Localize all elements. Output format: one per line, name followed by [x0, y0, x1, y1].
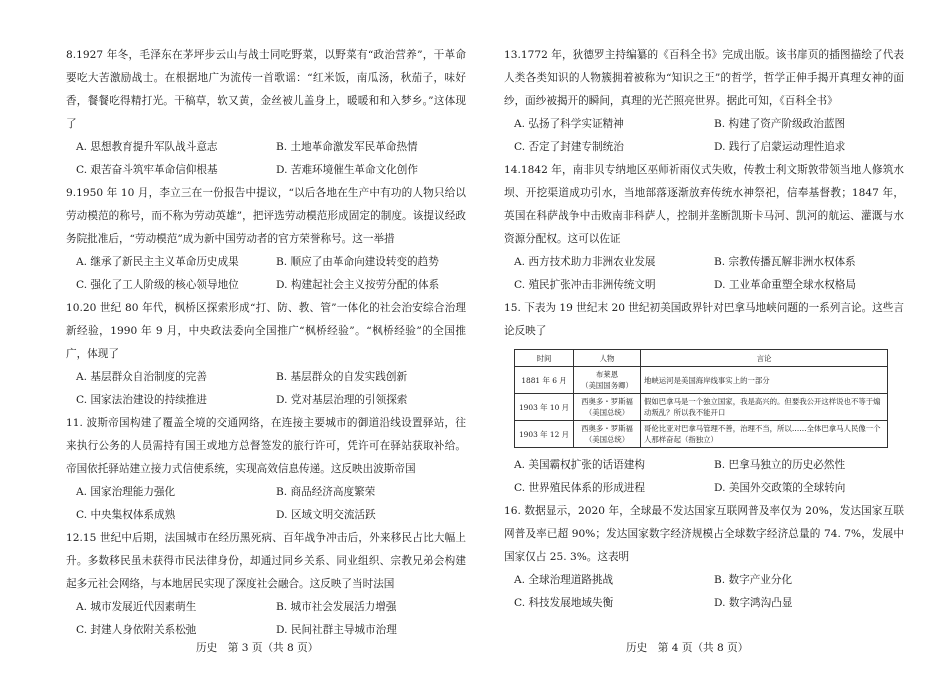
answer-option: C. 中央集权体系成熟 — [76, 509, 176, 521]
column-divider — [477, 40, 478, 650]
answer-option: A. 思想教育提升军队战斗意志 — [76, 141, 218, 153]
quote-table — [514, 349, 888, 448]
question-block — [66, 44, 466, 182]
table-cell-speech: 地峡运河是美国海岸线事实上的一部分 — [641, 367, 888, 394]
answer-option: C. 国家法治建设的持续推进 — [76, 394, 207, 406]
answer-option: B. 城市社会发展活力增强 — [276, 601, 397, 613]
answer-options — [66, 366, 466, 412]
answer-option: B. 宗教传播瓦解非洲水权体系 — [714, 256, 856, 268]
answer-option: C. 艰苦奋斗筑牢革命信仰根基 — [76, 164, 218, 176]
question-block — [66, 297, 466, 412]
answer-option: B. 数字产业分化 — [714, 574, 793, 586]
answer-option: B. 构建了资产阶级政治蓝图 — [714, 118, 846, 130]
question-stem: 14.1842 年，南非贝专纳地区巫师祈雨仪式失败，传教士利文斯敦带领当地人修筑水坝、开挖渠道成功引水，当地部落逐渐放弃传统水神祭祀，信奉基督教；1847 年，英国在科萨战争中击败南非科萨人，控制并垄断凯斯卡马河、凯河的航运、灌溉与水资源分配权。这可以佐证 — [504, 164, 904, 245]
table-cell-person: 西奥多・罗斯福 （美国总统） — [574, 394, 641, 421]
table-cell-person: 西奥多・罗斯福 （美国总统） — [574, 421, 641, 448]
question-stem: 13.1772 年，狄德罗主持编纂的《百科全书》完成出版。该书扉页的插图描绘了代表人类各类知识的人物簇拥着被称为“知识之王”的哲学，哲学正伸手揭开真理女神的面纱，面纱被揭开的瞬间，真理的光芒照亮世界。据此可知，《百科全书》 — [504, 49, 904, 107]
question-block — [504, 297, 904, 500]
table-row — [515, 421, 888, 448]
table-cell-time: 1903 年 10 月 — [515, 394, 574, 421]
answer-option: D. 工业革命重塑全球水权格局 — [714, 279, 856, 291]
answer-option: A. 继承了新民主主义革命历史成果 — [76, 256, 239, 268]
answer-option: D. 践行了启蒙运动理性追求 — [714, 141, 846, 153]
answer-option: C. 科技发展地域失衡 — [514, 597, 614, 609]
answer-option: C. 否定了封建专制统治 — [514, 141, 624, 153]
answer-options — [504, 113, 904, 159]
answer-option: C. 封建人身依附关系松弛 — [76, 624, 197, 636]
question-block — [504, 500, 904, 615]
answer-option: A. 西方技术助力非洲农业发展 — [514, 256, 656, 268]
answer-option: B. 商品经济高度繁荣 — [276, 486, 376, 498]
table-header-cell: 时间 — [515, 350, 574, 367]
question-block — [504, 159, 904, 297]
table-cell-person: 布莱恩 （美国国务卿） — [574, 367, 641, 394]
answer-option: C. 殖民扩张冲击非洲传统文明 — [514, 279, 656, 291]
question-stem: 16. 数据显示，2020 年，全球最不发达国家互联网普及率仅为 20%，发达国家互联网普及率已超 90%；发达国家数字经济规模占全球数字经济总量的 74. 7%，发展中国家仅占 25. 3%。这表明 — [504, 505, 904, 563]
left-column — [66, 44, 466, 642]
question-stem: 8.1927 年冬，毛泽东在茅坪步云山与战士同吃野菜，以野菜有“政治营养”，干革命要吃大苦激励战士。在根据地广为流传一首歌谣：“红米饭，南瓜汤，秋茄子，味好香，餐餐吃得精打光。干稿草，软又黄，金丝被儿盖身上，暖暖和和入梦乡。”这体现了 — [66, 49, 466, 130]
table-row — [515, 367, 888, 394]
answer-options — [66, 251, 466, 297]
answer-option: D. 构建起社会主义按劳分配的体系 — [276, 279, 440, 291]
question-stem: 9.1950 年 10 月，李立三在一份报告中提议，“以后各地在生产中有功的人物只给以劳动模范的称号，而不称为劳动英雄”，把评选劳动模范形成固定的制度。该提议经政务院批准后，“劳动模范”成为新中国劳动者的官方荣誉称号。这一举措 — [66, 187, 466, 245]
question-stem: 10.20 世纪 80 年代，枫桥区探索形成“打、防、教、管”一体化的社会治安综合治理新经验，1990 年 9 月，中央政法委向全国推广“枫桥经验”。“枫桥经验”的全国推广，体现了 — [66, 302, 466, 360]
right-column — [504, 44, 904, 615]
answer-option: C. 世界殖民体系的形成进程 — [514, 482, 645, 494]
table-header-cell: 言论 — [641, 350, 888, 367]
question-block — [66, 412, 466, 527]
answer-option: A. 基层群众自治制度的完善 — [76, 371, 207, 383]
answer-option: D. 区域文明交流活跃 — [276, 509, 376, 521]
table-cell-time: 1903 年 12 月 — [515, 421, 574, 448]
answer-options — [66, 136, 466, 182]
page-footer-left: 历史 第 3 页（共 8 页） — [196, 642, 319, 654]
answer-options — [504, 251, 904, 297]
table-cell-speech: 假如巴拿马是一个独立国家，我是高兴的。但要我公开这样说也不等于煽动叛乱？所以我不能开口 — [641, 394, 888, 421]
answer-option: D. 数字鸿沟凸显 — [714, 597, 793, 609]
question-block — [504, 44, 904, 159]
answer-options — [504, 454, 904, 500]
answer-option: A. 美国霸权扩张的话语建构 — [514, 459, 645, 471]
answer-options — [66, 596, 466, 642]
answer-option: A. 弘扬了科学实证精神 — [514, 118, 624, 130]
table-header-cell: 人物 — [574, 350, 641, 367]
question-block — [66, 182, 466, 297]
page-footer-right: 历史 第 4 页（共 8 页） — [626, 642, 749, 654]
table-cell-time: 1881 年 6 月 — [515, 367, 574, 394]
table-cell-speech: 哥伦比亚对巴拿马管理不善，治理不当，所以……全体巴拿马人民像一个人那样奋起（指独立） — [641, 421, 888, 448]
answer-option: C. 强化了工人阶级的核心领导地位 — [76, 279, 239, 291]
table-row — [515, 394, 888, 421]
answer-option: B. 巴拿马独立的历史必然性 — [714, 459, 846, 471]
answer-options — [66, 481, 466, 527]
answer-option: D. 苦难环境催生革命文化创作 — [276, 164, 418, 176]
answer-option: A. 城市发展近代因素萌生 — [76, 601, 197, 613]
answer-option: A. 国家治理能力强化 — [76, 486, 176, 498]
answer-option: D. 民间社群主导城市治理 — [276, 624, 397, 636]
question-stem: 15. 下表为 19 世纪末 20 世纪初美国政界针对巴拿马地峡问题的一系列言论。这些言论反映了 — [504, 302, 904, 337]
answer-option: B. 基层群众的自发实践创新 — [276, 371, 408, 383]
answer-option: D. 党对基层治理的引领探索 — [276, 394, 408, 406]
answer-options — [504, 569, 904, 615]
question-block — [66, 527, 466, 642]
question-stem: 11. 波斯帝国构建了覆盖全境的交通网络，在连接主要城市的御道沿线设置驿站，往来执行公务的人员需持有国王或地方总督签发的旅行许可，凭许可在驿站获取补给。帝国依托驿站建立接力式信使系统，实现高效信息传递。这反映出波斯帝国 — [66, 417, 466, 475]
answer-option: B. 顺应了由革命向建设转变的趋势 — [276, 256, 439, 268]
question-stem: 12.15 世纪中后期，法国城市在经历黑死病、百年战争冲击后，外来移民占比大幅上升。多数移民虽未获得市民法律身份，却通过同乡关系、同业组织、宗教兄弟会构建起多元社会网络，与本地居民实现了深度社会融合。这反映了当时法国 — [66, 532, 466, 590]
answer-option: B. 土地革命激发军民革命热情 — [276, 141, 418, 153]
answer-option: D. 美国外交政策的全球转向 — [714, 482, 846, 494]
answer-option: A. 全球治理道路挑战 — [514, 574, 614, 586]
